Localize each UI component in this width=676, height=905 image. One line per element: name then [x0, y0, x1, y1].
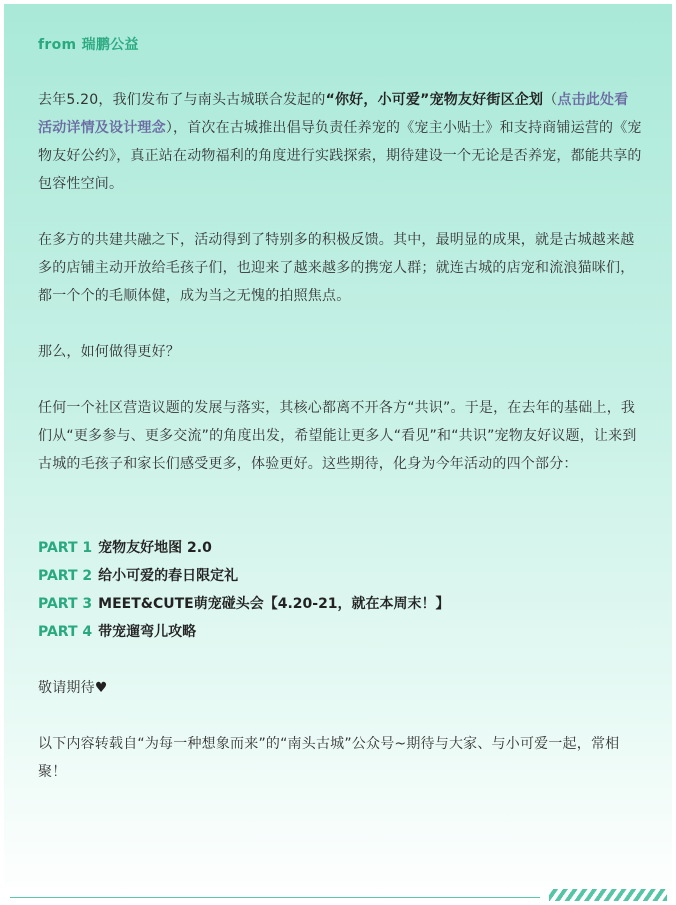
stripe-decoration — [549, 889, 667, 901]
close-paren: ） — [165, 120, 174, 136]
question-paragraph: 那么，如何做得更好？ — [38, 344, 180, 360]
repost-paragraph: 以下内容转载自“为每一种想象而来”的“南头古城”公众号~期待与大家、与小可爱一起，常相聚！ — [38, 736, 620, 780]
part-item-2 — [38, 562, 238, 590]
article-card — [4, 4, 672, 900]
intro-paragraph — [38, 86, 642, 198]
open-paren: （ — [543, 92, 558, 108]
details-link[interactable]: 点击此处看活动详情及设计理念 — [38, 92, 629, 136]
closing-line — [38, 674, 642, 702]
part-title: 带宠遛弯儿攻略 — [98, 624, 197, 640]
part-item-4 — [38, 618, 196, 646]
heart-icon: ♥ — [94, 680, 108, 696]
closing-text: 敬请期待 — [38, 680, 95, 696]
part-number: PART 4 — [38, 624, 93, 640]
source-label: from 瑞鹏公益 — [38, 37, 139, 53]
campaign-name: “你好，小可爱”宠物友好街区企划 — [325, 92, 544, 108]
part-number: PART 2 — [38, 568, 93, 584]
consensus-paragraph: 任何一个社区营造议题的发展与落实，其核心都离不开各方“共识”。于是，在去年的基础上，我们从“更多参与、更多交流”的角度出发，希望能让更多人“看见”和“共识”宠物友好议题，让来到古城的毛孩子和家长们感受更多，体验更好。这些期待，化身为今年活动的四个部分： — [38, 400, 637, 472]
intro-text-end: ，首次在古城推出倡导负责任养宠的《宠主小贴士》和支持商铺运营的《宠物友好公约》，真正站在动物福利的角度进行实践探索，期待建设一个无论是否养宠，都能共享的包容性空间。 — [38, 120, 642, 192]
part-title: 给小可爱的春日限定礼 — [98, 568, 239, 584]
part-item-1 — [38, 534, 212, 562]
footer-divider — [10, 897, 540, 898]
feedback-paragraph: 在多方的共建共融之下，活动得到了特别多的积极反馈。其中，最明显的成果，就是古城越来越多的店铺主动开放给毛孩子们，也迎来了越来越多的携宠人群；就连古城的店宠和流浪猫咪们，都一个个的毛顺体健，成为当之无愧的拍照焦点。 — [38, 232, 635, 304]
part-title: 宠物友好地图 2.0 — [98, 540, 212, 556]
part-item-3 — [38, 590, 450, 618]
part-number: PART 3 — [38, 596, 93, 612]
part-number: PART 1 — [38, 540, 93, 556]
intro-text-start: 去年5.20，我们发布了与南头古城联合发起的 — [38, 92, 326, 108]
part-title: MEET&CUTE萌宠碰头会【4.20-21，就在本周末！】 — [98, 596, 450, 612]
